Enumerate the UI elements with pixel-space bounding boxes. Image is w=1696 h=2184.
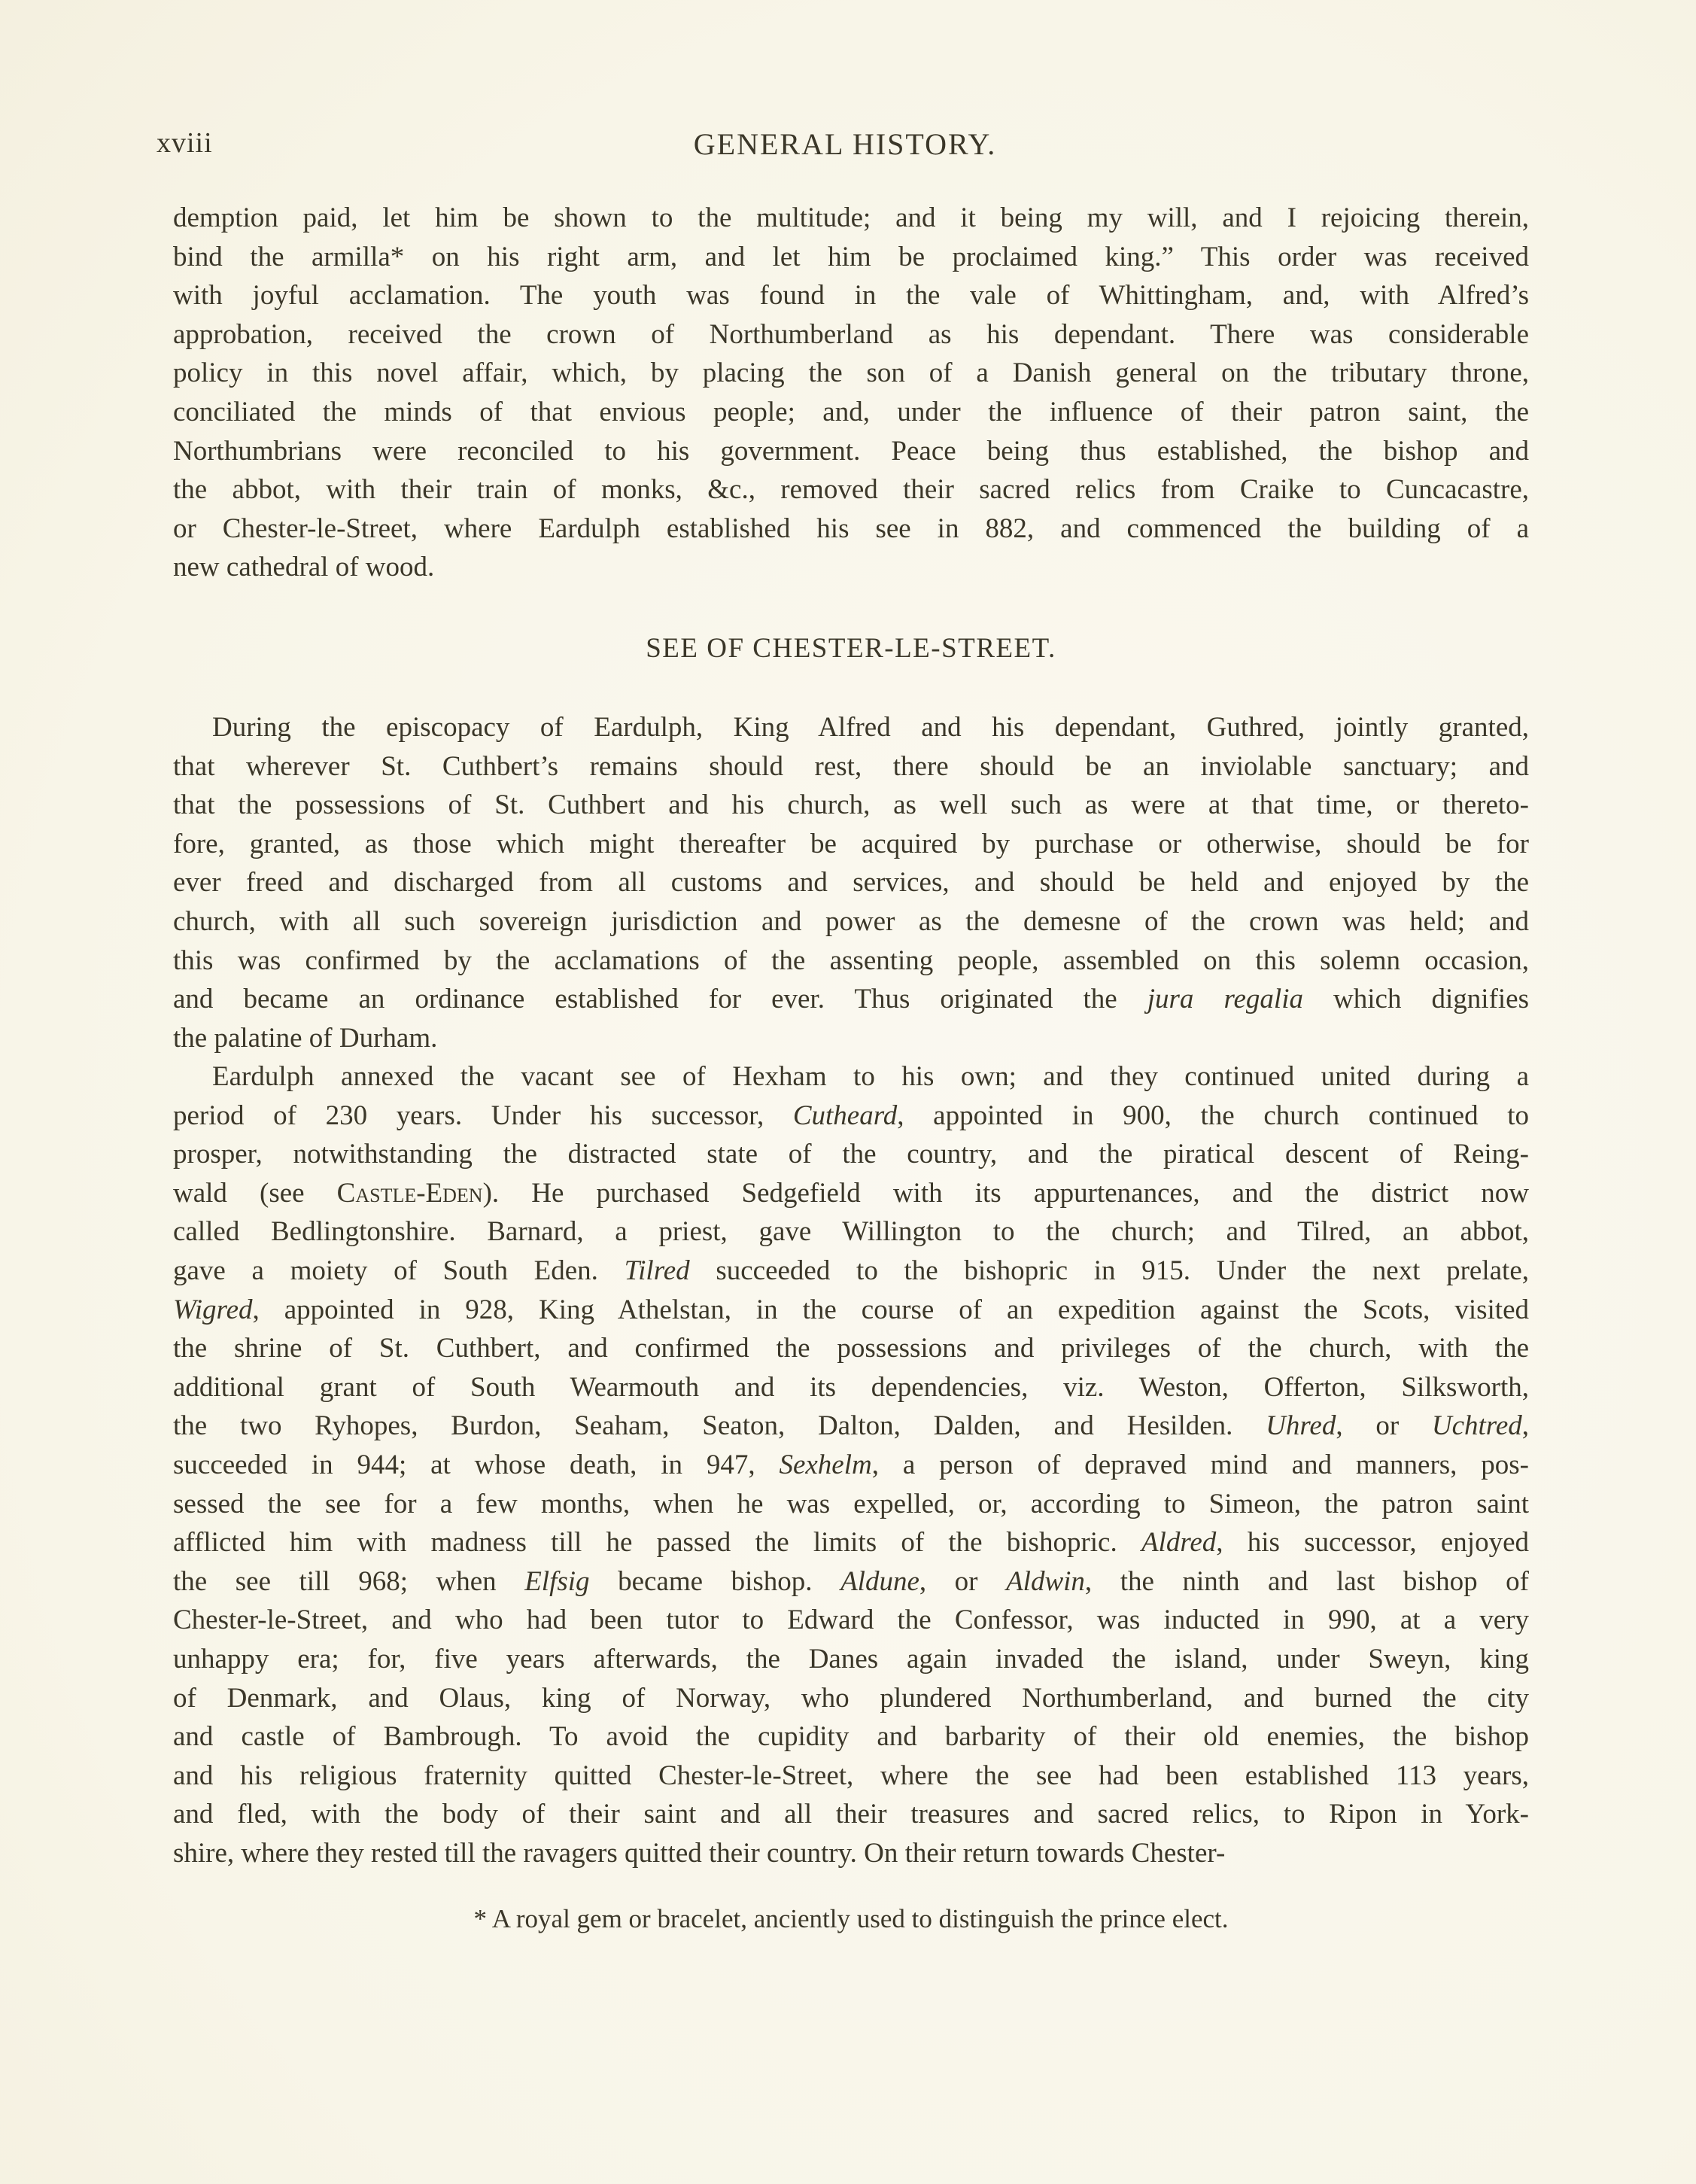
small-caps-reference: Castle-Eden <box>336 1177 483 1209</box>
running-title: GENERAL HISTORY. <box>693 127 997 161</box>
text-line: approbation, received the crown of Northumberland as his dependant. There was considerable <box>173 318 1529 350</box>
text-line: the shrine of St. Cuthbert, and confirmed the possessions and privileges of the church, with the <box>173 1333 1529 1364</box>
italic-name: Aldred <box>1141 1527 1217 1559</box>
text-line: period of 230 years. Under his successor, Cutheard, appointed in 900, the church continued to <box>173 1100 1529 1131</box>
page-number: xviii <box>157 127 213 159</box>
text-line: shire, where they rested till the ravagers quitted their country. On their return towards Chester- <box>173 1837 1226 1869</box>
text-line: Wigred, appointed in 928, King Athelstan, in the course of an expedition against the Scots, visited <box>173 1294 1529 1325</box>
text-line: Eardulph annexed the vacant see of Hexham to his own; and they continued united during a <box>212 1061 1529 1092</box>
text-line: and fled, with the body of their saint and all their treasures and sacred relics, to Ripon in York- <box>173 1799 1529 1830</box>
text-line: sessed the see for a few months, when he was expelled, or, according to Simeon, the patron saint <box>173 1488 1529 1519</box>
text-line: new cathedral of wood. <box>173 552 435 583</box>
text-line: that the possessions of St. Cuthbert and his church, as well such as were at that time, or thereto- <box>173 789 1529 821</box>
text-line: of Denmark, and Olaus, king of Norway, who plundered Northumberland, and burned the city <box>173 1682 1529 1714</box>
italic-name: Elfsig <box>524 1565 590 1597</box>
text-line: policy in this novel affair, which, by placing the son of a Danish general on the tributary throne, <box>173 357 1529 389</box>
text-line: fore, granted, as those which might thereafter be acquired by purchase or otherwise, should be for <box>173 828 1529 859</box>
text-line: demption paid, let him be shown to the multitude; and it being my will, and I rejoicing therein, <box>173 202 1529 233</box>
text-line: and castle of Bambrough. To avoid the cupidity and barbarity of their old enemies, the bishop <box>173 1721 1529 1753</box>
text-line: Chester-le-Street, and who had been tutor to Edward the Confessor, was inducted in 990, at a very <box>173 1605 1529 1636</box>
text-line: called Bedlingtonshire. Barnard, a priest, gave Willington to the church; and Tilred, an abbot, <box>173 1216 1529 1248</box>
text-line: the see till 968; when Elfsig became bishop. Aldune, or Aldwin, the ninth and last bishop of <box>173 1565 1529 1597</box>
text-line: and his religious fraternity quitted Chester-le-Street, where the see had been established 113 years, <box>173 1760 1529 1791</box>
paragraph-2 <box>173 708 1529 1057</box>
text-line: gave a moiety of South Eden. Tilred succeeded to the bishopric in 915. Under the next prelate, <box>173 1255 1530 1286</box>
text-line: Northumbrians were reconciled to his government. Peace being thus established, the bishop and <box>173 435 1529 467</box>
italic-name: Sexhelm <box>779 1449 872 1480</box>
text-line: unhappy era; for, five years afterwards, the Danes again invaded the island, under Sweyn, king <box>173 1643 1529 1675</box>
text-line: or Chester-le-Street, where Eardulph established his see in 882, and commenced the building of a <box>173 513 1529 544</box>
italic-name: Aldune <box>840 1565 919 1597</box>
text-line: During the episcopacy of Eardulph, King Alfred and his dependant, Guthred, jointly granted, <box>212 712 1529 743</box>
text-line: bind the armilla* on his right arm, and let him be proclaimed king.” This order was received <box>173 241 1529 272</box>
text-line: wald (see Castle-Eden). He purchased Sedgefield with its appurtenances, and the district now <box>173 1177 1529 1209</box>
text-line: ever freed and discharged from all customs and services, and should be held and enjoyed by the <box>173 867 1529 899</box>
footnote: * A royal gem or bracelet, anciently used to distinguish the prince elect. <box>473 1904 1229 1933</box>
italic-name: Wigred <box>173 1294 253 1325</box>
text-line: the two Ryhopes, Burdon, Seaham, Seaton, Dalton, Dalden, and Hesilden. Uhred, or Uchtred, <box>173 1410 1529 1442</box>
text-line: prosper, notwithstanding the distracted state of the country, and the piratical descent of Reing- <box>173 1139 1529 1170</box>
text-line: that wherever St. Cuthbert’s remains should rest, there should be an inviolable sanctuary; and <box>173 750 1529 782</box>
italic-name: Tilred <box>624 1255 690 1286</box>
text-line: additional grant of South Wearmouth and its dependencies, viz. Weston, Offerton, Silksworth, <box>173 1371 1529 1403</box>
italic-name: Uchtred <box>1431 1410 1522 1442</box>
text-line: afflicted him with madness till he passed the limits of the bishopric. Aldred, his successor, enjoyed <box>173 1527 1529 1559</box>
text-line: church, with all such sovereign jurisdiction and power as the demesne of the crown was held; and <box>173 905 1529 937</box>
text-line: this was confirmed by the acclamations of the assenting people, assembled on this solemn occasion, <box>173 944 1529 976</box>
text-line: the palatine of Durham. <box>173 1022 438 1054</box>
paragraph-1 <box>173 199 1529 587</box>
text-line: conciliated the minds of that envious people; and, under the influence of their patron saint, the <box>173 396 1529 427</box>
italic-name: Cutheard <box>792 1100 898 1131</box>
section-heading: SEE OF CHESTER-LE-STREET. <box>646 633 1056 664</box>
italic-name: Uhred <box>1266 1410 1336 1442</box>
text-line: succeeded in 944; at whose death, in 947, Sexhelm, a person of depraved mind and manners, pos- <box>173 1449 1529 1480</box>
text-line: with joyful acclamation. The youth was found in the vale of Whittingham, and, with Alfred’s <box>173 280 1529 312</box>
text-line: the abbot, with their train of monks, &c., removed their sacred relics from Craike to Cuncacastre, <box>173 474 1529 506</box>
text-line: and became an ordinance established for ever. Thus originated the jura regalia which dignifies <box>173 984 1530 1015</box>
italic-name: jura regalia <box>1147 984 1303 1015</box>
italic-name: Aldwin <box>1006 1565 1085 1597</box>
paragraph-3 <box>173 1057 1529 1872</box>
running-head <box>157 126 1533 164</box>
